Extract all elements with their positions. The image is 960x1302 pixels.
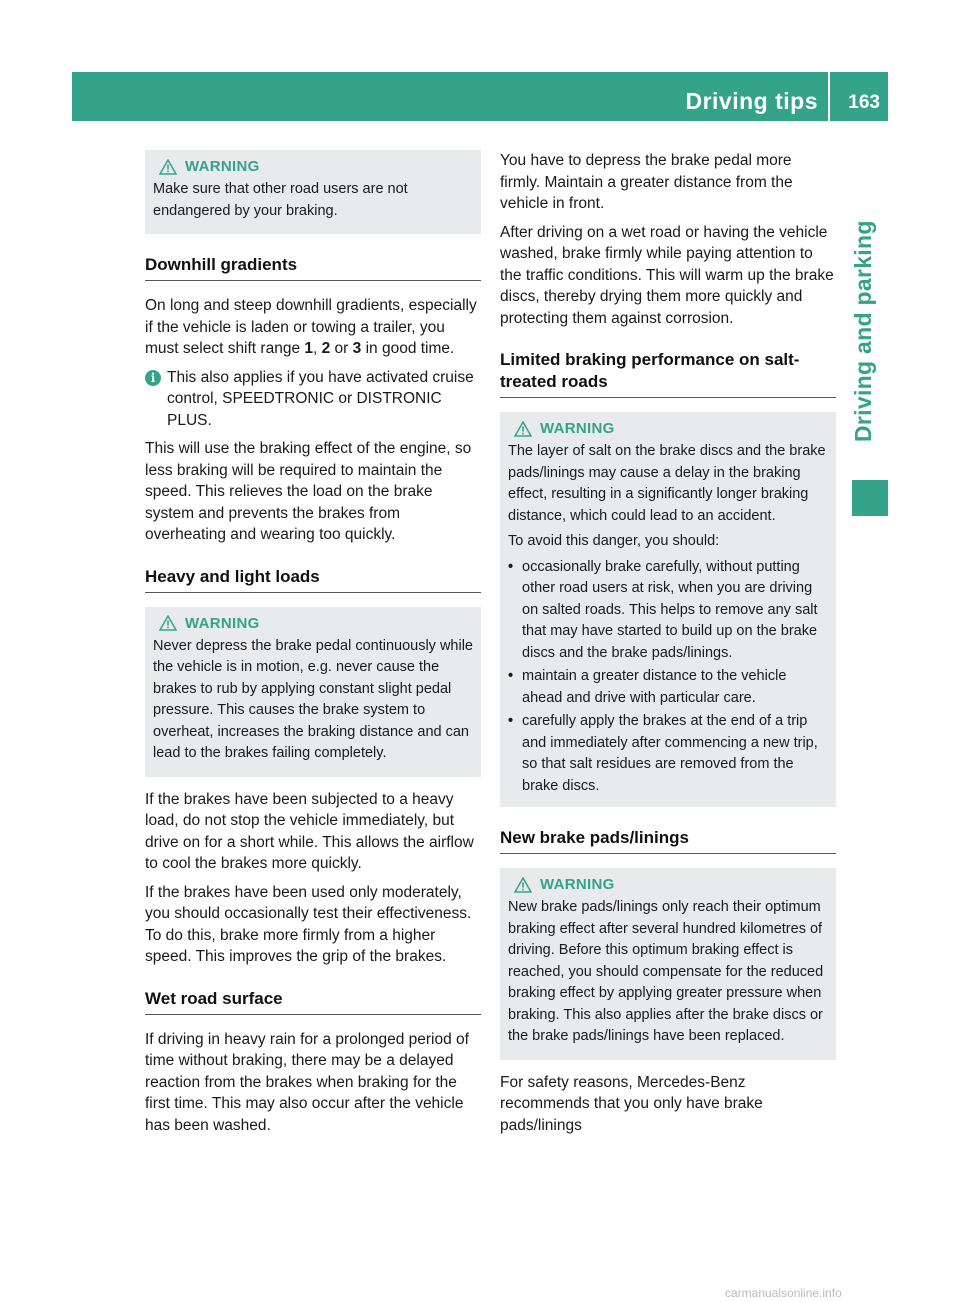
warning-text: The layer of salt on the brake discs and the brake pads/linings may cause a delay in the braking effect, resulting in a significantly longer braking distance, which could lead to an accident. (508, 443, 826, 524)
paragraph: On long and steep downhill gradients, especially if the vehicle is laden or towing a trailer, you must select shift range 1, 2 or 3 in good time. (145, 297, 477, 357)
warning-label: WARNING (540, 876, 615, 893)
warning-box (500, 412, 836, 807)
warning-box (145, 607, 481, 777)
list-item: • carefully apply the brakes at the end of a trip and immediately after commencing a new trip, so that salt residues are removed from the brake discs. (508, 711, 828, 797)
bullet-list (508, 557, 828, 798)
paragraph: This will use the braking effect of the engine, so less braking will be required to maintain the speed. This relieves the load on the brake system and prevents the brakes from overheating and wearing too quickly. (145, 440, 472, 543)
section-tab-label: Driving and parking (850, 220, 876, 442)
warning-triangle-icon (514, 877, 532, 893)
warning-box (500, 868, 836, 1060)
info-note-text: This also applies if you have activated cruise control, SPEEDTRONIC or DISTRONIC PLUS. (167, 368, 474, 429)
warning-text: To avoid this danger, you should: (508, 533, 720, 549)
warning-text: New brake pads/linings only reach their optimum braking effect after several hundred kilometres of driving. Before this optimum braking effect is reached, you should compensate for the reduced braking effect by applying greater pressure when braking. This also applies after the brake discs or the brake pads/linings have been replaced. (508, 899, 824, 1044)
section-side-tab (840, 122, 888, 442)
warning-label: WARNING (185, 158, 260, 175)
left-column (145, 150, 481, 1143)
watermark: carmanualsonline.info (725, 1286, 842, 1300)
page-header (72, 72, 888, 121)
heading-wet-road: Wet road surface (145, 988, 481, 1015)
paragraph: You have to depress the brake pedal more firmly. Maintain a greater distance from the vehicle in front. (500, 152, 793, 212)
paragraph: If the brakes have been used only moderately, you should occasionally test their effectiveness. To do this, brake more firmly from a higher speed. This improves the grip of the brakes. (145, 883, 472, 965)
list-item: • occasionally brake carefully, without putting other road users at risk, when you are driving on salted roads. This helps to remove any salt that may have started to build up on the brake discs and the brake pads/linings. (508, 557, 828, 665)
paragraph: If the brakes have been subjected to a heavy load, do not stop the vehicle immediately, but drive on for a short while. This allows the airflow to cool the brakes more quickly. (145, 790, 474, 872)
paragraph: If driving in heavy rain for a prolonged period of time without braking, there may be a delayed reaction from the brakes when braking for the first time. This may also occur after the vehicle has been washed. (145, 1030, 469, 1134)
warning-triangle-icon (159, 159, 177, 175)
chapter-title: Driving tips (685, 88, 818, 114)
heading-brake-pads: New brake pads/linings (500, 827, 836, 854)
heading-salt-roads: Limited braking performance on salt-treated roads (500, 349, 836, 398)
warning-text: Make sure that other road users are not endangered by your braking. (153, 181, 408, 219)
paragraph: After driving on a wet road or having the vehicle washed, brake firmly while paying attention to the traffic conditions. This will warm up the brake discs, thereby drying them more quickly and protecting them against corrosion. (500, 223, 834, 327)
heading-loads: Heavy and light loads (145, 566, 481, 593)
warning-label: WARNING (185, 614, 260, 632)
info-note (145, 367, 481, 432)
list-item: • maintain a greater distance to the vehicle ahead and drive with particular care. (508, 666, 828, 709)
page-number: 163 (848, 92, 880, 113)
warning-text: Never depress the brake pedal continuously while the vehicle is in motion, e.g. never cause the brakes to rub by applying constant slight pedal pressure. This causes the brake system to overheat, increases the braking distance and can lead to the brakes failing completely. (153, 637, 473, 761)
heading-downhill: Downhill gradients (145, 254, 481, 281)
section-marker (852, 480, 888, 516)
warning-label: WARNING (540, 420, 615, 437)
warning-box (145, 150, 481, 234)
paragraph: For safety reasons, Mercedes-Benz recommends that you only have brake pads/linings (500, 1073, 763, 1134)
right-column (500, 150, 836, 1143)
warning-triangle-icon (514, 421, 532, 437)
warning-triangle-icon (159, 615, 177, 631)
info-icon: i (145, 370, 161, 386)
header-divider (828, 72, 830, 121)
